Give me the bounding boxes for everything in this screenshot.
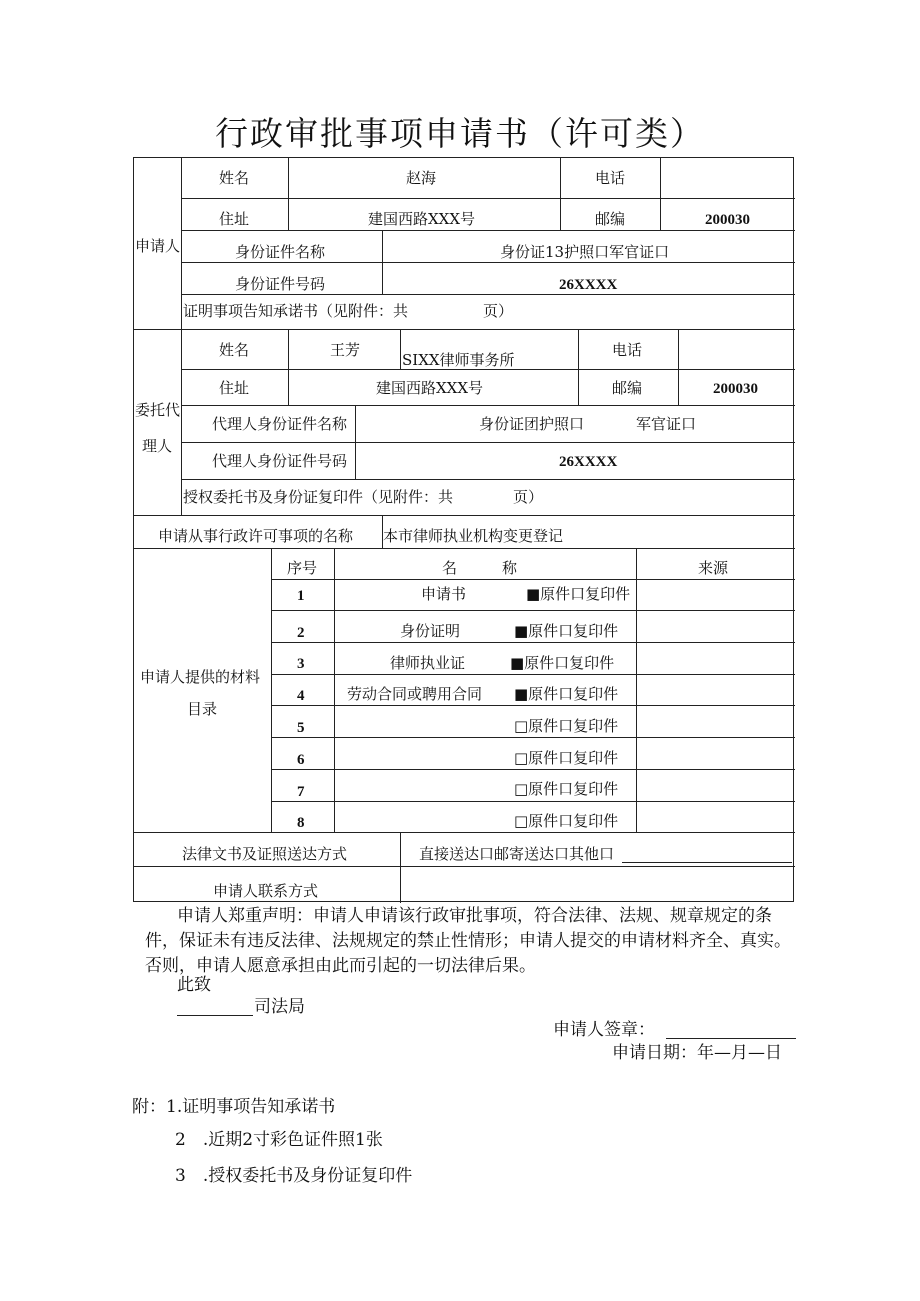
material-row-checkbox[interactable]: □原件口复印件 — [514, 780, 619, 798]
material-row-no: 5 — [297, 720, 305, 736]
agent-id-no-label: 代理人身份证件号码 — [212, 452, 348, 470]
material-row-checkbox[interactable]: ■原件口复印件 — [510, 654, 615, 672]
delivery-label: 法律文书及证照送达方式 — [182, 845, 348, 863]
material-row-no: 8 — [297, 815, 305, 831]
contact-label: 申请人联系方式 — [213, 882, 319, 900]
materials-section-label-line2: 目录 — [187, 700, 218, 718]
applicant-section-label: 申请人 — [135, 237, 181, 255]
applicant-address-value: 建国西路XXX号 — [368, 210, 476, 228]
applicant-phone-label: 电话 — [595, 169, 626, 187]
agent-name-label: 姓名 — [219, 341, 250, 359]
agent-id-type-value-b: 军官证口 — [636, 415, 697, 433]
applicant-postcode-label: 邮编 — [595, 210, 626, 228]
application-date: 申请日期：年—月—日 — [612, 1043, 782, 1063]
bureau-name: 司法局 — [254, 997, 305, 1017]
applicant-address-label: 住址 — [219, 210, 250, 228]
material-row-name: 身份证明 — [400, 622, 461, 640]
material-row-checkbox[interactable]: ■原件口复印件 — [514, 685, 619, 703]
materials-col-no: 序号 — [287, 559, 318, 577]
agent-postcode-label: 邮编 — [612, 379, 643, 397]
signature-line — [666, 1038, 796, 1039]
agent-authorization-attachment: 授权委托书及身份证复印件（见附件：共 页） — [183, 488, 544, 506]
agent-postcode-value: 200030 — [713, 381, 758, 397]
material-row-checkbox[interactable]: □原件口复印件 — [514, 717, 619, 735]
agent-section-label-line2: 理人 — [142, 437, 173, 455]
materials-col-source: 来源 — [698, 559, 729, 577]
materials-col-name: 名 称 — [442, 559, 518, 577]
agent-address-value: 建国西路XXX号 — [376, 379, 484, 397]
attachment-item-3: 3 .授权委托书及身份证复印件 — [175, 1166, 413, 1186]
material-row-checkbox[interactable]: □原件口复印件 — [514, 749, 619, 767]
applicant-id-no-value: 26XXXX — [559, 277, 618, 293]
agent-section-label-line1: 委托代 — [135, 401, 181, 419]
materials-section-label-line1: 申请人提供的材料 — [140, 668, 261, 686]
declaration-text: 申请人郑重声明：申请人申请该行政审批事项，符合法律、法规、规章规定的条件，保证未有违反法律、法规规定的禁止性情形；申请人提交的申请材料齐全、真实。否则，申请人愿意承担由此而引起的一切法律后果。 — [145, 906, 791, 976]
material-row-checkbox[interactable]: ■原件口复印件 — [526, 585, 631, 603]
document-title: 行政审批事项申请书（许可类） — [215, 114, 705, 153]
signature-label: 申请人签章： — [553, 1020, 655, 1040]
material-row-checkbox[interactable]: ■原件口复印件 — [514, 622, 619, 640]
material-row-no: 7 — [297, 784, 305, 800]
material-row-name: 律师执业证 — [390, 654, 466, 672]
agent-address-label: 住址 — [219, 379, 250, 397]
material-row-no: 4 — [297, 688, 305, 704]
agent-law-firm: SIXX律师事务所 — [402, 351, 515, 369]
material-row-no: 2 — [297, 625, 305, 641]
matter-label: 申请从事行政许可事项的名称 — [158, 527, 354, 545]
agent-id-type-value-a: 身份证团护照口 — [479, 415, 585, 433]
declaration-paragraph — [145, 904, 800, 979]
applicant-name-value: 赵海 — [406, 169, 437, 187]
applicant-postcode-value: 200030 — [705, 212, 750, 228]
delivery-options[interactable]: 直接送达口邮寄送达口其他口 — [419, 845, 615, 863]
delivery-other-line — [622, 862, 792, 863]
agent-id-no-value: 26XXXX — [559, 454, 618, 470]
material-row-name: 劳动合同或聘用合同 — [347, 685, 483, 703]
agent-id-type-label: 代理人身份证件名称 — [212, 415, 348, 433]
material-row-no: 3 — [297, 656, 305, 672]
applicant-name-label: 姓名 — [219, 169, 250, 187]
agent-phone-label: 电话 — [612, 341, 643, 359]
applicant-id-type-value: 身份证13护照口军官证口 — [500, 243, 670, 261]
bureau-blank-line — [177, 1015, 253, 1016]
salutation: 此致 — [177, 975, 211, 995]
material-row-name: 申请书 — [421, 585, 467, 603]
applicant-id-no-label: 身份证件号码 — [235, 275, 326, 293]
matter-value: 本市律师执业机构变更登记 — [383, 527, 564, 545]
material-row-checkbox[interactable]: □原件口复印件 — [514, 812, 619, 830]
material-row-no: 1 — [297, 588, 305, 604]
attachment-item-2: 2 .近期2寸彩色证件照1张 — [175, 1130, 383, 1150]
attachment-item-1: 附：1.证明事项告知承诺书 — [132, 1097, 336, 1117]
agent-name-value: 王芳 — [330, 341, 361, 359]
applicant-id-type-label: 身份证件名称 — [235, 243, 326, 261]
material-row-no: 6 — [297, 752, 305, 768]
applicant-notice-attachment: 证明事项告知承诺书（见附件：共 页） — [183, 302, 514, 320]
